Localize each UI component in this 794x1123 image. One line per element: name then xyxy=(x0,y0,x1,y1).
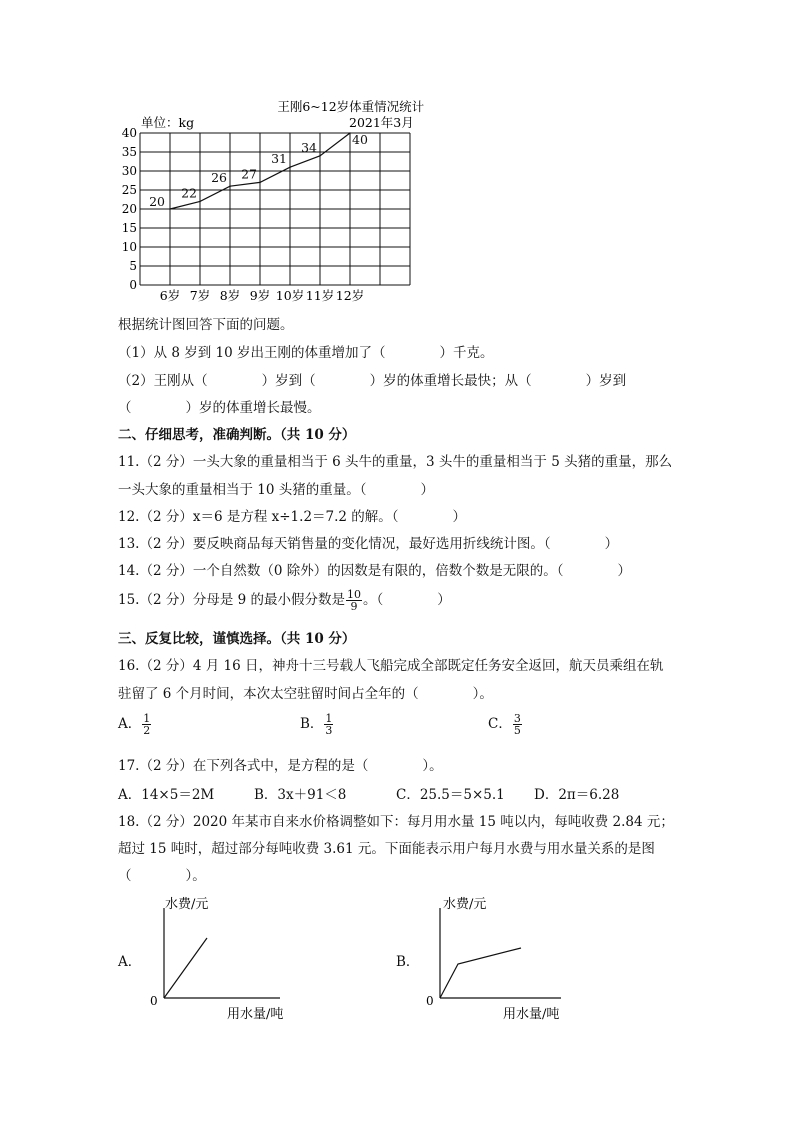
fraction-denominator: 9 xyxy=(350,600,358,613)
graph-a-origin: 0 xyxy=(150,994,158,1008)
question-11-line-2: 一头大象的重量相当于 10 头猪的重量。（ ） xyxy=(118,482,435,498)
x-tick-label: 11岁 xyxy=(305,288,335,303)
graph-b-label: B． xyxy=(396,954,420,970)
data-label: 27 xyxy=(241,166,257,182)
graph-a-x-label: 用水量/吨 xyxy=(227,1007,284,1022)
fraction-10-9 xyxy=(346,589,362,612)
graph-b xyxy=(423,890,573,1025)
graph-a-label: A． xyxy=(118,954,142,970)
section-2-heading: 二、仔细思考，准确判断。（共 10 分） xyxy=(118,427,356,443)
x-axis-ticks xyxy=(160,288,364,303)
question-17: 17.（2 分）在下列各式中，是方程的是（ ）。 xyxy=(118,758,443,774)
fraction-numerator: 1 xyxy=(143,712,151,725)
data-point xyxy=(229,185,231,187)
data-label: 34 xyxy=(301,139,317,155)
option-fraction xyxy=(142,713,151,736)
y-tick-label: 20 xyxy=(121,202,137,216)
data-point xyxy=(259,182,261,184)
fraction-numerator: 3 xyxy=(513,712,521,725)
y-tick-label: 0 xyxy=(129,278,137,292)
q16-option-a xyxy=(118,712,152,736)
graph-a-line xyxy=(164,938,207,998)
question-16-line-2: 驻留了 6 个月时间，本次太空驻留时间占全年的（ ）。 xyxy=(118,686,493,702)
x-tick-label: 8岁 xyxy=(219,288,241,303)
y-tick-label: 30 xyxy=(121,164,137,178)
q17-option-a: A．14×5＝2M xyxy=(118,787,215,803)
data-label: 31 xyxy=(271,151,287,167)
question-15 xyxy=(118,588,451,612)
question-12: 12.（2 分）x＝6 是方程 x÷1.2＝7.2 的解。（ ） xyxy=(118,509,467,525)
q16-option-c xyxy=(488,712,523,736)
question-1: （1）从 8 岁到 10 岁出王刚的体重增加了（ ）千克。 xyxy=(118,345,494,361)
y-tick-label: 40 xyxy=(121,126,137,140)
section-3-heading: 三、反复比较，谨慎选择。（共 10 分） xyxy=(118,631,356,647)
question-18-line-1: 18.（2 分）2020 年某市自来水价格调整如下：每月用水量 15 吨以内，每吨收费 2.84 元； xyxy=(118,814,674,830)
chart-title: 王刚6~12岁体重情况统计图 xyxy=(277,99,425,114)
data-point xyxy=(199,201,201,203)
y-tick-label: 25 xyxy=(121,183,137,197)
question-11-line-1: 11.（2 分）一头大象的重量相当于 6 头牛的重量，3 头牛的重量相当于 5 头猪的重量，那么 xyxy=(118,454,673,470)
fraction-denominator: 2 xyxy=(143,724,151,737)
data-label: 20 xyxy=(149,194,165,209)
line-chart xyxy=(115,95,425,310)
fraction-denominator: 5 xyxy=(513,724,521,737)
chart-svg xyxy=(115,95,425,310)
fraction-denominator: 3 xyxy=(325,724,333,737)
x-tick-label: 6岁 xyxy=(159,288,181,303)
data-label: 26 xyxy=(211,170,227,186)
question-16-line-1: 16.（2 分）4 月 16 日，神舟十三号载人飞船完成全部既定任务安全返回，航天员乘组在轨 xyxy=(118,658,664,674)
question-2-line-2: （ ）岁的体重增长最慢。 xyxy=(118,400,321,416)
data-point xyxy=(319,155,321,157)
graph-a-svg xyxy=(145,890,285,1025)
graph-b-y-label: 水费/元 xyxy=(443,897,487,912)
graph-a xyxy=(145,890,285,1025)
y-axis-ticks xyxy=(122,126,137,292)
y-tick-label: 5 xyxy=(129,259,137,273)
graph-b-svg xyxy=(423,890,573,1025)
q17-option-b: B．3x＋91＜8 xyxy=(254,787,347,803)
intro-text: 根据统计图回答下面的问题。 xyxy=(118,317,294,333)
question-14: 14.（2 分）一个自然数（0 除外）的因数是有限的，倍数个数是无限的。（ ） xyxy=(118,563,631,579)
question-15-text: 15.（2 分）分母是 9 的最小假分数是 xyxy=(118,592,346,608)
data-point xyxy=(169,208,171,210)
data-label: 22 xyxy=(181,185,197,201)
option-fraction xyxy=(324,713,333,736)
q16-option-b xyxy=(300,712,334,736)
data-label: 40 xyxy=(352,132,368,147)
graph-b-x-label: 用水量/吨 xyxy=(503,1007,560,1022)
question-18-line-3: （ ）。 xyxy=(118,868,206,884)
question-18-line-2: 超过 15 吨时，超过部分每吨收费 3.61 元。下面能表示用户每月水费与用水量关系的是图 xyxy=(118,841,655,857)
x-tick-label: 9岁 xyxy=(249,288,271,303)
data-point xyxy=(289,166,291,168)
question-13: 13.（2 分）要反映商品每天销售量的变化情况，最好选用折线统计图。（ ） xyxy=(118,536,619,552)
chart-unit-label: 单位：kg xyxy=(141,115,195,130)
question-15-blank: 。（ ） xyxy=(363,592,451,608)
graph-b-origin: 0 xyxy=(426,994,434,1008)
option-label: A． xyxy=(118,716,142,732)
y-tick-label: 10 xyxy=(121,240,137,254)
graph-a-y-label: 水费/元 xyxy=(165,897,209,912)
q17-option-c: C．25.5＝5×5.1 xyxy=(396,787,505,803)
y-tick-label: 35 xyxy=(121,145,137,159)
x-tick-label: 12岁 xyxy=(335,288,365,303)
q17-option-d: D．2π＝6.28 xyxy=(534,787,620,803)
x-tick-label: 7岁 xyxy=(189,288,211,303)
graph-b-line xyxy=(440,948,521,998)
option-label: B． xyxy=(300,716,324,732)
chart-date-label: 2021年3月 xyxy=(349,115,414,130)
option-fraction xyxy=(513,713,522,736)
fraction-numerator: 1 xyxy=(325,712,333,725)
data-point xyxy=(349,132,351,134)
question-2-line-1: （2）王刚从（ ）岁到（ ）岁的体重增长最快；从（ ）岁到 xyxy=(118,373,627,389)
x-tick-label: 10岁 xyxy=(275,288,305,303)
option-label: C． xyxy=(488,716,512,732)
fraction-numerator: 10 xyxy=(347,588,362,601)
y-tick-label: 15 xyxy=(121,221,137,235)
